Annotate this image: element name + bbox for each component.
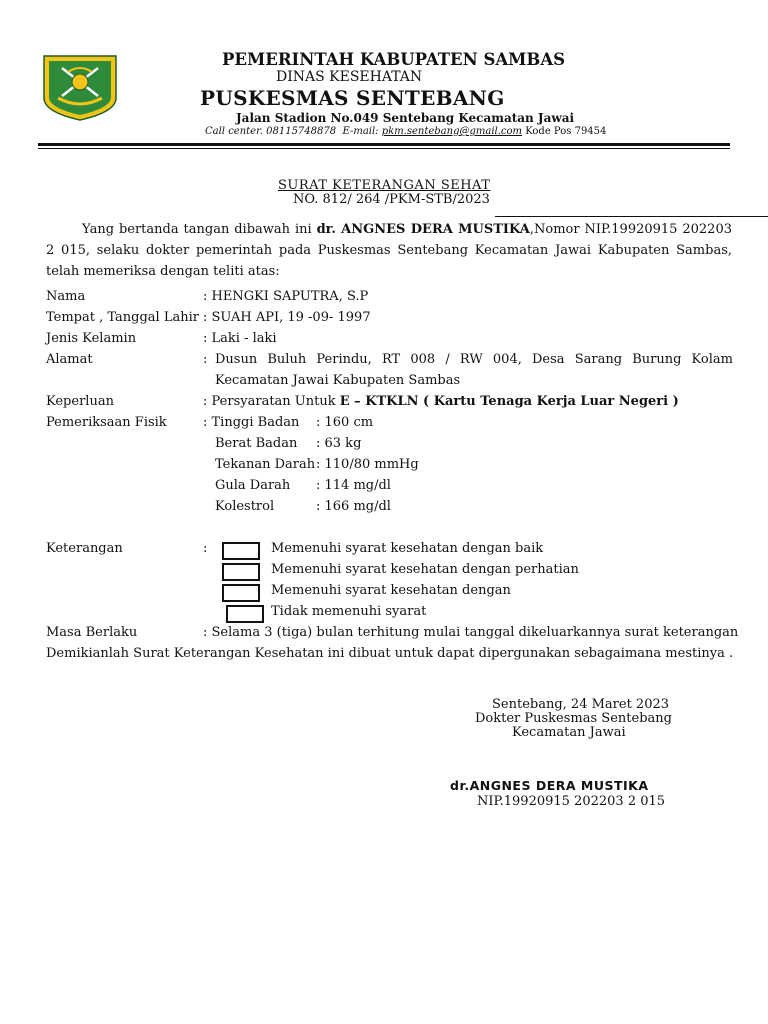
callcenter-value: . 08115748878 [259, 126, 337, 137]
alamat-colon: : [203, 352, 208, 367]
keterangan-colon: : [203, 541, 208, 556]
exam-name-berat: Berat Badan [215, 436, 298, 451]
keperluan-value [203, 394, 679, 409]
signature-position: Dokter Puskesmas Sentebang [475, 711, 672, 726]
exam-name-kolestrol: Kolestrol [215, 499, 275, 514]
ttl-label: Tempat , Tanggal Lahir [46, 310, 199, 325]
alamat-value: Dusun Buluh Perindu, RT 008 / RW 004, Desa Sarang Burung Kolam Kecamatan Jawai Kabupaten Sambas [215, 352, 733, 388]
email-link[interactable]: pkm.sentebang@gmail.com [381, 126, 523, 137]
signature-nip: NIP.19920915 202203 2 015 [477, 794, 666, 809]
checkbox-dengan[interactable] [222, 584, 260, 602]
document-number: NO. 812/ 264 /PKM-STB/2023 [293, 192, 490, 207]
alamat-label: Alamat [46, 352, 93, 367]
callcenter-label: Call center [205, 126, 260, 137]
exam-name-tekanan: Tekanan Darah [215, 457, 316, 472]
header-address: Jalan Stadion No.049 Sentebang Kecamatan Jawai [236, 111, 575, 125]
option-perhatian: Memenuhi syarat kesehatan dengan perhatian [271, 562, 579, 577]
intro-paragraph [46, 219, 732, 282]
intro-lead: Yang bertanda tangan dibawah ini [82, 222, 312, 237]
postal-code: Kode Pos 79454 [525, 126, 607, 137]
header-rule-thick [38, 143, 730, 146]
exam-value-berat: : 63 kg [316, 436, 362, 451]
exam-value-kolestrol: : 166 mg/dl [316, 499, 391, 514]
option-dengan: Memenuhi syarat kesehatan dengan [271, 583, 511, 598]
checkbox-perhatian[interactable] [222, 563, 260, 581]
exam-value-gula: : 114 mg/dl [316, 478, 391, 493]
keterangan-label: Keterangan [46, 541, 123, 556]
intro-rest: ,Nomor NIP.19920915 202203 2 015, selaku dokter pemerintah pada Puskesmas Sentebang Kecamatan Jawai Kabupaten Sambas, telah memeriksa dengan teliti atas: [46, 222, 732, 279]
keperluan-purpose: E – KTKLN ( Kartu Tenaga Kerja Luar Negeri ) [339, 394, 679, 409]
checkbox-tidak[interactable] [226, 605, 264, 623]
nama-label: Nama [46, 289, 86, 304]
header-agency: DINAS KESEHATAN [276, 69, 423, 85]
kabupaten-sambas-logo [38, 52, 122, 122]
header-government: PEMERINTAH KABUPATEN SAMBAS [222, 50, 566, 69]
header-contacts [205, 126, 606, 137]
exam-value-tinggi: : 160 cm [316, 415, 374, 430]
document-title: SURAT KETERANGAN SEHAT [278, 178, 491, 193]
option-tidak: Tidak memenuhi syarat [271, 604, 427, 619]
exam-value-tekanan: : 110/80 mmHg [316, 457, 419, 472]
pemeriksaan-fisik-label: Pemeriksaan Fisik [46, 415, 167, 430]
header-puskesmas: PUSKESMAS SENTEBANG [200, 86, 505, 110]
keperluan-prefix: : Persyaratan Untuk [203, 394, 340, 409]
closing-statement: Demikianlah Surat Keterangan Kesehatan ini dibuat untuk dapat dipergunakan sebagaimana mestinya . [46, 646, 734, 661]
nama-value: : HENGKI SAPUTRA, S.P [203, 289, 369, 304]
exam-name-gula: Gula Darah [215, 478, 291, 493]
header-rule-thin [38, 148, 730, 149]
intro-doctor-name: dr. ANGNES DERA MUSTIKA [316, 222, 530, 237]
option-baik: Memenuhi syarat kesehatan dengan baik [271, 541, 544, 556]
signature-name: dr.ANGNES DERA MUSTIKA [450, 778, 649, 793]
ttl-value: : SUAH API, 19 -09- 1997 [203, 310, 371, 325]
checkbox-baik[interactable] [222, 542, 260, 560]
masa-berlaku-label: Masa Berlaku [46, 625, 138, 640]
masa-berlaku-value: : Selama 3 (tiga) bulan terhitung mulai tanggal dikeluarkannya surat keterangan [203, 625, 739, 640]
exam-name-tinggi: : Tinggi Badan [203, 415, 300, 430]
stray-line [495, 216, 768, 217]
keperluan-label: Keperluan [46, 394, 114, 409]
jenis-kelamin-label: Jenis Kelamin [46, 331, 137, 346]
jenis-kelamin-value: : Laki - laki [203, 331, 277, 346]
signature-area: Kecamatan Jawai [512, 725, 626, 740]
signature-place-date: Sentebang, 24 Maret 2023 [492, 697, 670, 712]
email-label: E-mail: [342, 126, 379, 137]
